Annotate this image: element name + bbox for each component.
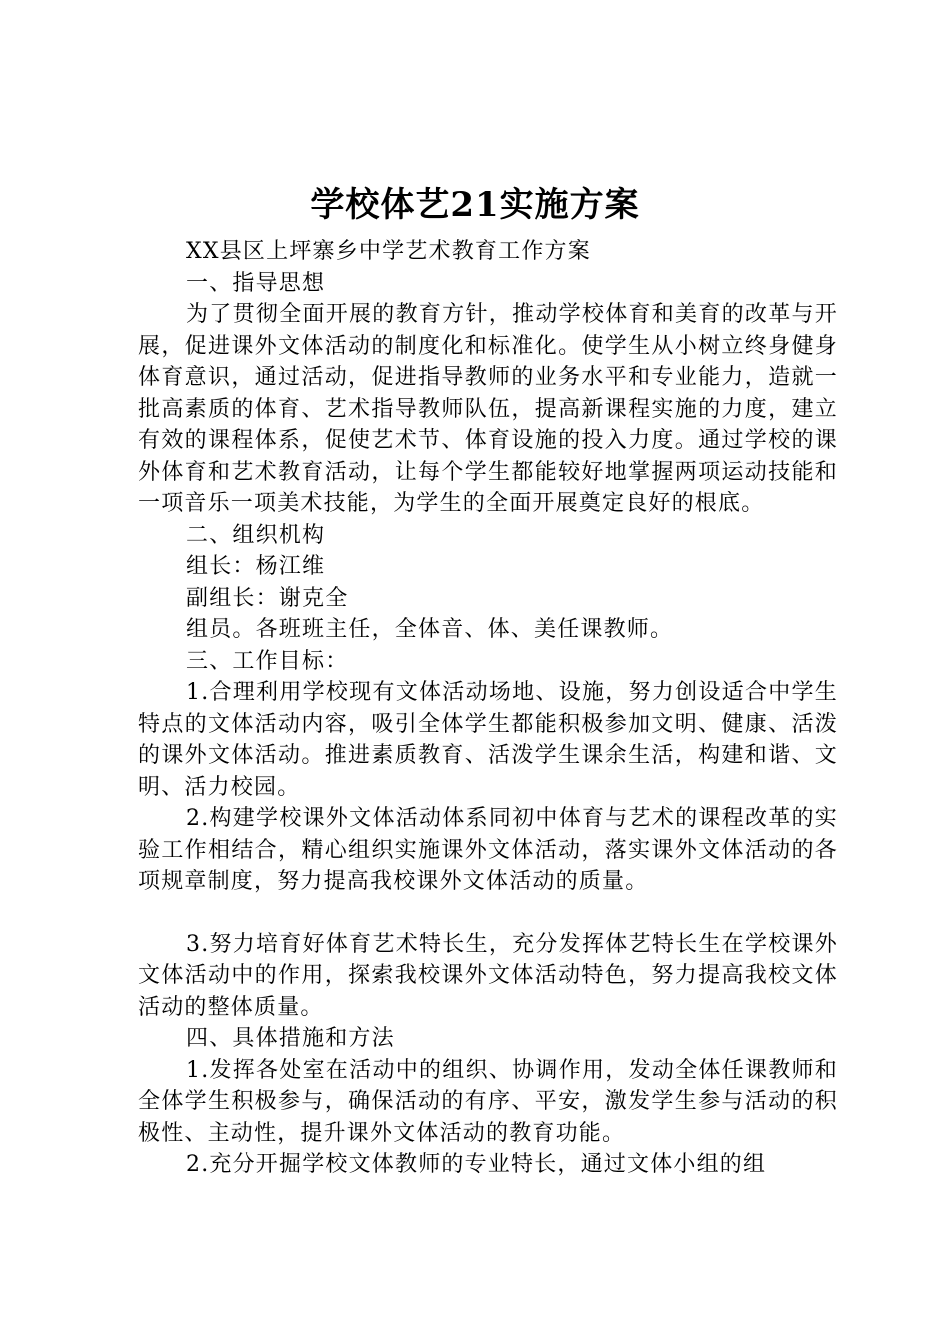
team-leader: 组长：杨江维 [186, 554, 326, 579]
work-goal-item-1: 1.合理利用学校现有文体活动场地、设施，努力创设适合中学生特点的文体活动内容，吸引全体学生都能积极参加文明、健康、活泼的课外文体活动。推进素质教育、活泼学生课余生活，构建和谐、文明、活力校园。 [138, 680, 838, 800]
paragraph-guiding-ideology: 为了贯彻全面开展的教育方针，推动学校体育和美育的改革与开展，促进课外文体活动的制度化和标准化。使学生从小树立终身健身体育意识，通过活动，促进指导教师的业务水平和专业能力，造就一批高素质的体育、艺术指导教师队伍，提高新课程实施的力度，建立有效的课程体系，促使艺术节、体育设施的投入力度。通过学校的课外体育和艺术教育活动，让每个学生都能较好地掌握两项运动技能和一项音乐一项美术技能，为学生的全面开展奠定良好的根底。 [138, 302, 838, 516]
document-body [138, 236, 838, 1181]
section-heading-work-goals: 三、工作目标： [186, 648, 349, 674]
document-title: 学校体艺21实施方案 [310, 185, 640, 225]
measure-item-2: 2.充分开掘学校文体教师的专业特长，通过文体小组的组 [186, 1152, 767, 1177]
document-subtitle: XX县区上坪寨乡中学艺术教育工作方案 [186, 239, 591, 264]
section-heading-measures: 四、具体措施和方法 [186, 1026, 395, 1051]
section-heading-organization: 二、组织机构 [186, 522, 326, 548]
work-goal-item-3: 3.努力培育好体育艺术特长生，充分发挥体艺特长生在学校课外文体活动中的作用，探索我校课外文体活动特色，努力提高我校文体活动的整体质量。 [138, 931, 838, 1020]
work-goal-item-2: 2.构建学校课外文体活动体系同初中体育与艺术的课程改革的实验工作相结合，精心组织实施课外文体活动，落实课外文体活动的各项规章制度，努力提高我校课外文体活动的质量。 [138, 806, 838, 894]
deputy-team-leader: 副组长：谢克全 [186, 585, 349, 611]
section-heading-guiding-ideology: 一、指导思想 [186, 270, 326, 296]
team-members: 组员。各班班主任，全体音、体、美任课教师。 [186, 617, 674, 642]
measure-item-1: 1.发挥各处室在活动中的组织、协调作用，发动全体任课教师和全体学生积极参与，确保活动的有序、平安，激发学生参与活动的积极性、主动性，提升课外文体活动的教育功能。 [138, 1057, 838, 1146]
